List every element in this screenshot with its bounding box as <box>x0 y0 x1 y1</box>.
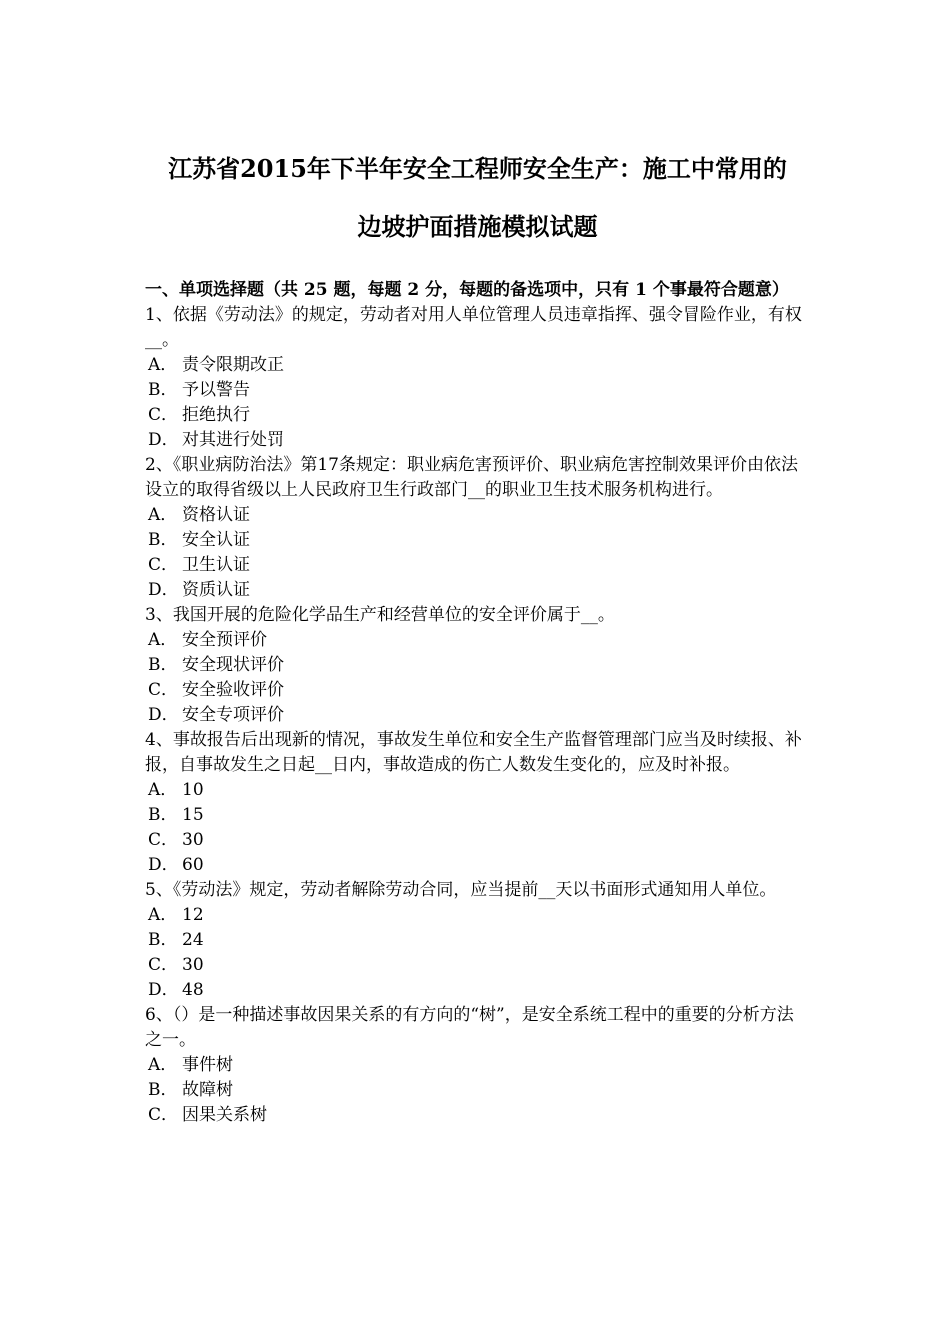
question-4 <box>145 728 810 878</box>
option-c <box>145 678 810 703</box>
question-1 <box>145 303 810 453</box>
option-text: 事件树 <box>182 1055 233 1075</box>
option-text: 15 <box>182 805 204 825</box>
option-a <box>145 628 810 653</box>
title-line-1: 江苏省2015年下半年安全工程师安全生产：施工中常用的 <box>168 154 787 183</box>
option-label: B． <box>148 380 178 400</box>
option-text: 48 <box>182 980 204 1000</box>
option-label: A． <box>148 355 178 375</box>
option-d <box>145 428 810 453</box>
document-page <box>145 140 810 1128</box>
question-6 <box>145 1003 810 1128</box>
option-text: 予以警告 <box>182 380 250 400</box>
option-text: 故障树 <box>182 1080 233 1100</box>
option-c <box>145 553 810 578</box>
option-label: D． <box>148 980 179 1000</box>
option-label: B． <box>148 530 178 550</box>
option-text: 资格认证 <box>182 505 250 525</box>
option-label: A． <box>148 780 178 800</box>
option-text: 因果关系树 <box>182 1105 267 1125</box>
option-label: B． <box>148 1080 178 1100</box>
option-a <box>145 1053 810 1078</box>
option-d <box>145 853 810 878</box>
question-text: 4、事故报告后出现新的情况，事故发生单位和安全生产监督管理部门应当及时续报、补报，自事故发生之日起__日内，事故造成的伤亡人数发生变化的，应及时补报。 <box>145 730 802 775</box>
option-text: 责令限期改正 <box>182 355 284 375</box>
option-text: 安全专项评价 <box>182 705 284 725</box>
option-a <box>145 353 810 378</box>
option-text: 资质认证 <box>182 580 250 600</box>
option-b <box>145 803 810 828</box>
option-text: 拒绝执行 <box>182 405 250 425</box>
question-text: 5、《劳动法》规定，劳动者解除劳动合同，应当提前__天以书面形式通知用人单位。 <box>145 880 777 900</box>
option-label: B． <box>148 655 178 675</box>
option-d <box>145 578 810 603</box>
option-label: D． <box>148 855 179 875</box>
question-text: 3、我国开展的危险化学品生产和经营单位的安全评价属于__。 <box>145 605 615 625</box>
option-c <box>145 1103 810 1128</box>
option-text: 安全验收评价 <box>182 680 284 700</box>
option-b <box>145 653 810 678</box>
option-text: 卫生认证 <box>182 555 250 575</box>
option-label: B． <box>148 805 178 825</box>
question-text: 2、《职业病防治法》第17条规定：职业病危害预评价、职业病危害控制效果评价由依法设立的取得省级以上人民政府卫生行政部门__的职业卫生技术服务机构进行。 <box>145 455 798 500</box>
option-label: A． <box>148 1055 178 1075</box>
option-label: C． <box>148 680 179 700</box>
option-label: D． <box>148 430 179 450</box>
option-label: D． <box>148 705 179 725</box>
option-label: B． <box>148 930 178 950</box>
option-text: 12 <box>182 905 204 925</box>
option-text: 24 <box>182 930 204 950</box>
option-c <box>145 828 810 853</box>
option-text: 对其进行处罚 <box>182 430 284 450</box>
option-b <box>145 928 810 953</box>
option-text: 30 <box>182 830 204 850</box>
title-line-2: 边坡护面措施模拟试题 <box>357 212 598 241</box>
option-label: A． <box>148 505 178 525</box>
option-c <box>145 953 810 978</box>
option-label: C． <box>148 830 179 850</box>
option-label: C． <box>148 555 179 575</box>
option-text: 安全认证 <box>182 530 250 550</box>
question-text: 6、（）是一种描述事故因果关系的有方向的“树”，是安全系统工程中的重要的分析方法之一。 <box>145 1005 794 1050</box>
option-b <box>145 528 810 553</box>
question-3 <box>145 603 810 728</box>
option-text: 10 <box>182 780 204 800</box>
question-list <box>145 303 810 1128</box>
option-label: A． <box>148 905 178 925</box>
option-text: 安全预评价 <box>182 630 267 650</box>
option-label: A． <box>148 630 178 650</box>
option-label: C． <box>148 1105 179 1125</box>
question-5 <box>145 878 810 1003</box>
option-a <box>145 903 810 928</box>
option-a <box>145 503 810 528</box>
option-label: D． <box>148 580 179 600</box>
option-d <box>145 703 810 728</box>
question-text: 1、依据《劳动法》的规定，劳动者对用人单位管理人员违章指挥、强令冒险作业，有权__。 <box>145 305 802 350</box>
option-text: 安全现状评价 <box>182 655 284 675</box>
document-title <box>145 140 810 256</box>
option-b <box>145 1078 810 1103</box>
option-label: C． <box>148 955 179 975</box>
option-text: 60 <box>182 855 204 875</box>
section-heading: 一、单项选择题（共 25 题，每题 2 分，每题的备选项中，只有 1 个事最符合题意） <box>145 280 789 300</box>
option-a <box>145 778 810 803</box>
question-2 <box>145 453 810 603</box>
option-b <box>145 378 810 403</box>
option-label: C． <box>148 405 179 425</box>
option-d <box>145 978 810 1003</box>
option-c <box>145 403 810 428</box>
option-text: 30 <box>182 955 204 975</box>
